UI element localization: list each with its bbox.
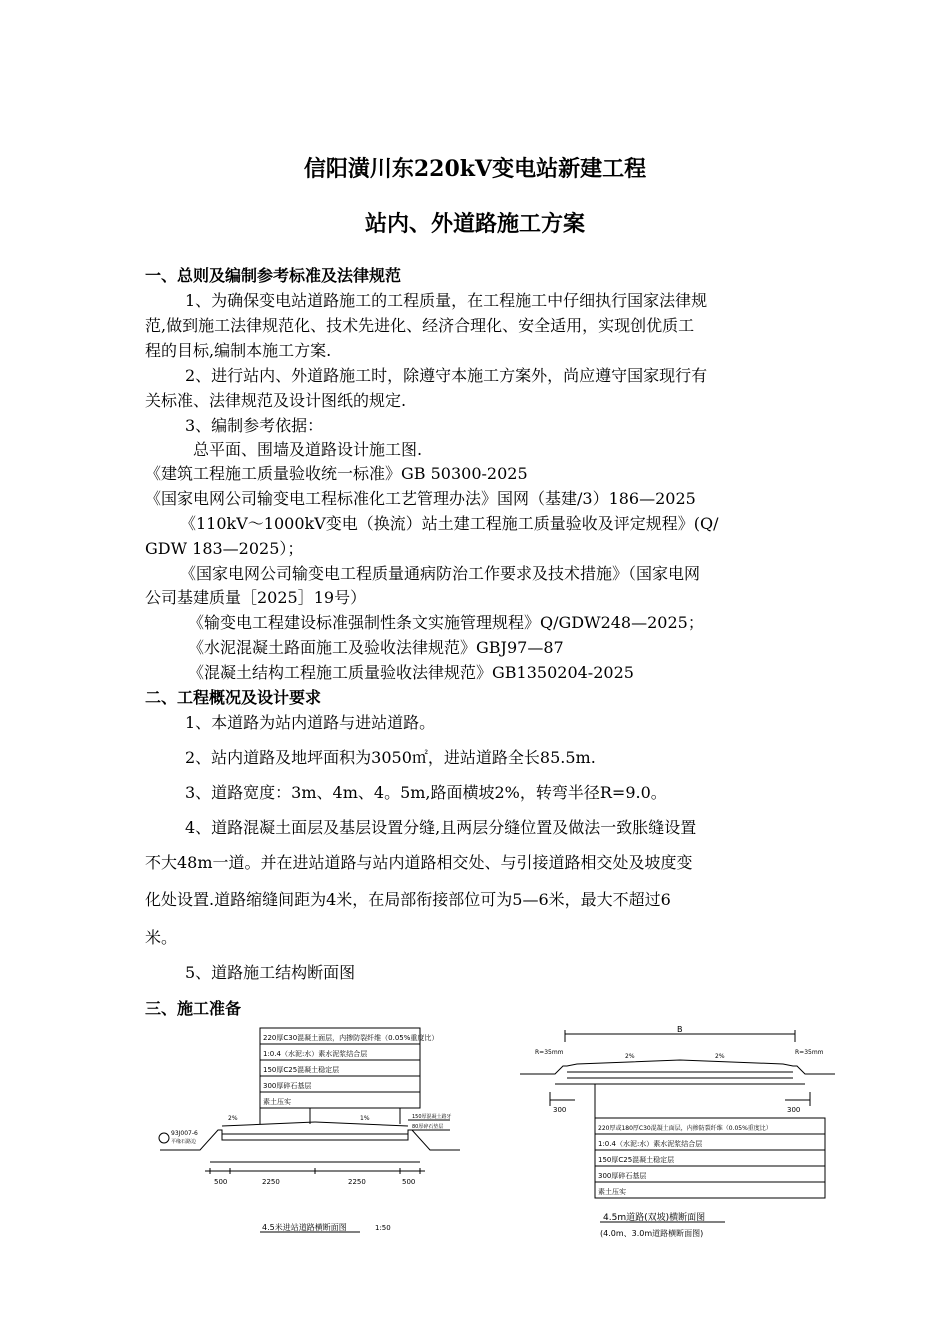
right-width-label: B xyxy=(677,1025,683,1034)
s1-ref1: 《建筑工程施工质量验收统一标准》GB 50300-2025 xyxy=(145,464,528,483)
s2-item4-line4: 米。 xyxy=(145,928,178,947)
section-2-heading: 二、工程概况及设计要求 xyxy=(145,688,322,707)
right-caption: 4.5m道路(双坡)横断面图 xyxy=(603,1213,706,1223)
doc-title: 信阳潢川东220kV变电站新建工程 xyxy=(303,156,647,182)
right-layer-1: 220厚或180厚C30混凝土面层，内掺防裂纤维（0.05%重度比） xyxy=(598,1125,772,1132)
s1-ref0: 总平面、围墙及道路设计施工图. xyxy=(193,440,423,459)
s1-p2-line1: 2、进行站内、外道路施工时，除遵守本施工方案外，尚应遵守国家现行有 xyxy=(185,366,708,385)
left-layer-5: 素土压实 xyxy=(263,1098,291,1106)
doc-subtitle: 站内、外道路施工方案 xyxy=(364,211,585,237)
s2-item4-line2: 不大48m一道。并在进站道路与站内道路相交处、与引接道路相交处及坡度变 xyxy=(145,853,693,872)
section-3-heading: 三、施工准备 xyxy=(145,999,242,1018)
left-slope-r: 1% xyxy=(360,1115,370,1122)
left-ref-sub: 平缘石路边 xyxy=(171,1139,197,1145)
s1-ref5: 《输变电工程建设标准强制性条文实施管理规程》Q/GDW248—2025； xyxy=(188,613,704,632)
left-road-section-figure xyxy=(150,1022,470,1247)
right-dim-r: 300 xyxy=(787,1106,801,1114)
left-layer-3: 150厚C25混凝土稳定层 xyxy=(263,1066,340,1074)
s2-item5: 5、道路施工结构断面图 xyxy=(185,963,356,982)
right-slope-r: 2% xyxy=(715,1053,725,1060)
left-caption: 4.5米进站道路横断面图 xyxy=(262,1223,347,1232)
left-dim-3: 2250 xyxy=(348,1178,366,1186)
s1-ref2: 《国家电网公司输变电工程标准化工艺管理办法》国网（基建/3）186—2025 xyxy=(145,489,696,508)
left-note-2: 80厚碎石垫层 xyxy=(412,1124,444,1130)
s1-ref6: 《水泥混凝土路面施工及验收法律规范》GBJ97—87 xyxy=(188,638,564,657)
s1-p1-line2: 范,做到施工法律规范化、技术先进化、经济合理化、安全适用，实现创优质工 xyxy=(145,316,695,335)
s1-ref3-line1: 《110kV～1000kV变电（换流）站土建工程施工质量验收及评定规程》(Q/ xyxy=(180,514,719,533)
left-dim-2: 2250 xyxy=(262,1178,280,1186)
section-1-heading: 一、总则及编制参考标准及法律规范 xyxy=(145,266,402,285)
s1-ref3-line2: GDW 183—2025）； xyxy=(145,539,304,558)
right-radius-r: R=35mm xyxy=(795,1049,824,1056)
left-note-1: 150厚混凝土路牙 xyxy=(412,1114,452,1120)
right-dim-l: 300 xyxy=(553,1106,567,1114)
right-road-section-figure xyxy=(515,1022,845,1247)
s1-p1-line3: 程的目标,编制本施工方案. xyxy=(145,341,332,360)
left-layer-1: 220厚C30混凝土面层，内掺防裂纤维（0.05%重度比） xyxy=(263,1034,439,1042)
s1-p2-line2: 关标准、法律规范及设计图纸的规定. xyxy=(145,391,407,410)
s1-p3: 3、编制参考依据： xyxy=(185,416,324,435)
s2-item4-line3: 化处设置.道路缩缝间距为4米，在局部衔接部位可为5—6米，最大不超过6 xyxy=(145,890,671,909)
s1-ref4-line2: 公司基建质量［2025］19号） xyxy=(145,588,367,607)
s1-ref7: 《混凝土结构工程施工质量验收法律规范》GB1350204-2025 xyxy=(188,663,634,682)
left-dim-4: 500 xyxy=(402,1178,416,1186)
s2-item1: 1、本道路为站内道路与进站道路。 xyxy=(185,713,436,732)
right-radius-l: R=35mm xyxy=(535,1049,564,1056)
right-layer-3: 150厚C25混凝土稳定层 xyxy=(598,1156,675,1164)
left-dim-1: 500 xyxy=(214,1178,228,1186)
right-caption-2: (4.0m、3.0m道路横断面图) xyxy=(600,1229,704,1238)
s1-p1-line1: 1、为确保变电站道路施工的工程质量，在工程施工中仔细执行国家法律规 xyxy=(185,291,708,310)
left-scale: 1:50 xyxy=(375,1224,391,1232)
right-slope-l: 2% xyxy=(625,1053,635,1060)
right-layer-5: 素土压实 xyxy=(598,1188,626,1196)
s1-ref4-line1: 《国家电网公司输变电工程质量通病防治工作要求及技术措施》（国家电网 xyxy=(180,564,701,583)
s2-item2: 2、站内道路及地坪面积为3050㎡，进站道路全长85.5m. xyxy=(185,748,596,767)
s2-item3: 3、道路宽度：3m、4m、4。5m,路面横坡2%，转弯半径R=9.0。 xyxy=(185,783,667,802)
right-layer-4: 300厚碎石基层 xyxy=(598,1172,647,1180)
right-layer-2: 1:0.4（水泥:水）素水泥浆结合层 xyxy=(598,1140,703,1148)
left-slope-l: 2% xyxy=(228,1115,238,1122)
left-ref-no: 93J007-6 xyxy=(171,1130,198,1137)
left-layer-4: 300厚碎石基层 xyxy=(263,1082,312,1090)
left-layer-2: 1:0.4（水泥:水）素水泥浆结合层 xyxy=(263,1050,368,1058)
s2-item4-line1: 4、道路混凝土面层及基层设置分缝,且两层分缝位置及做法一致胀缝设置 xyxy=(185,818,697,837)
